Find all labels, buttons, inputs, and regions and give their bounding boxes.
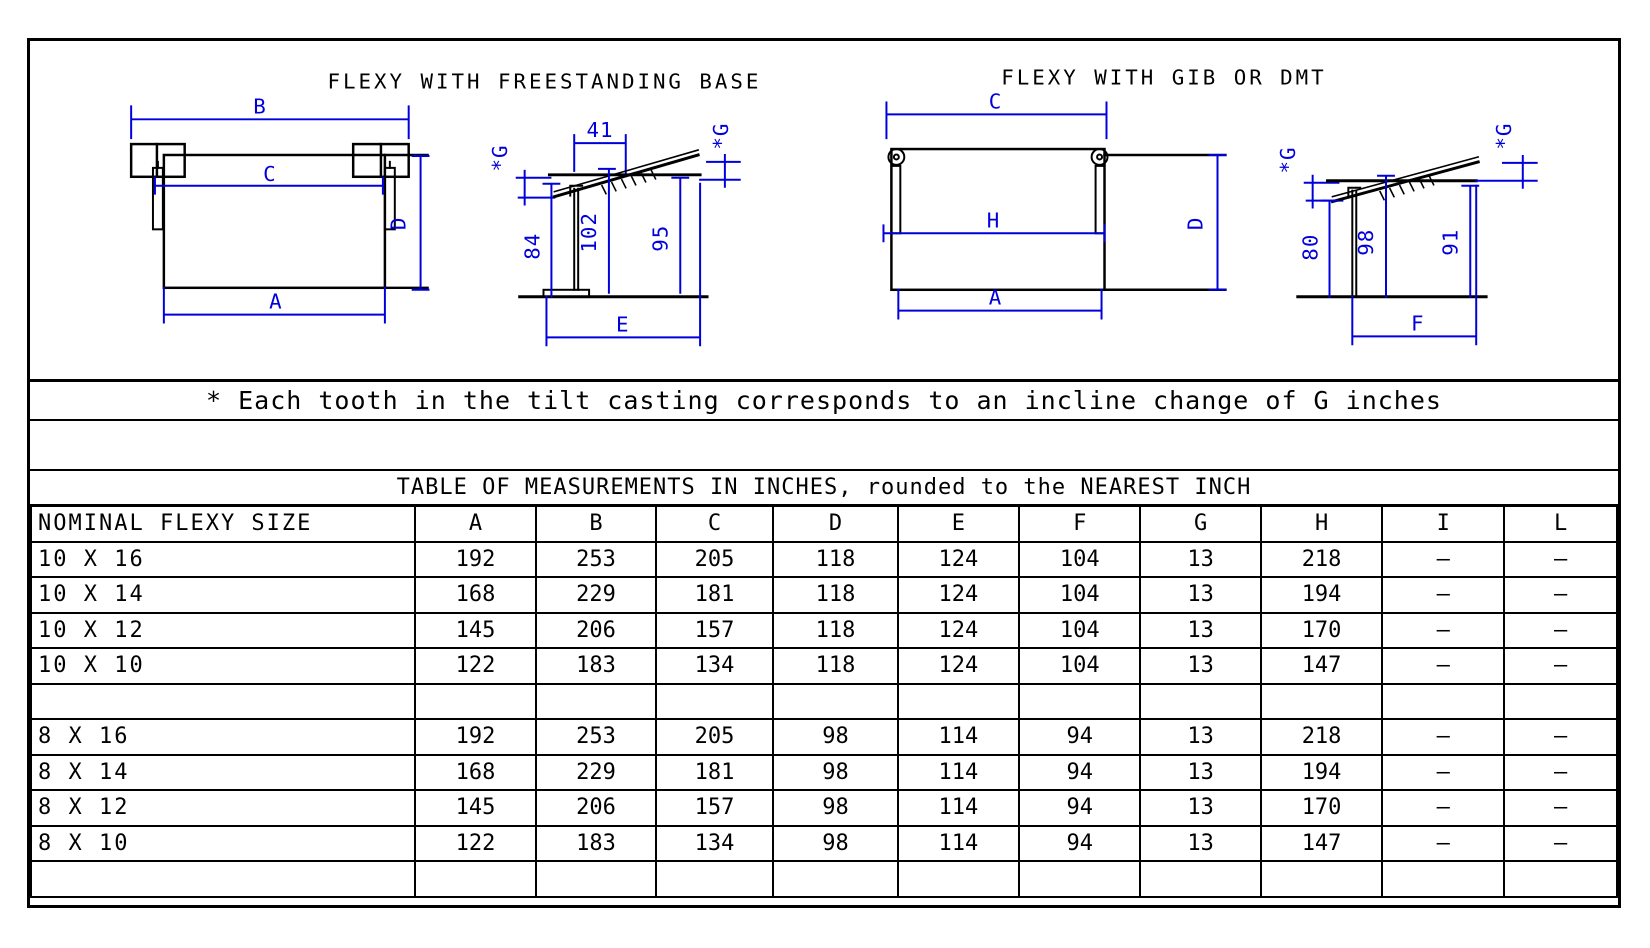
cell-nominal-size bbox=[31, 861, 415, 897]
right-tilt-teeth bbox=[1332, 157, 1478, 200]
cell-e: 124 bbox=[898, 577, 1019, 613]
cell-c: 157 bbox=[656, 790, 773, 826]
dim-label-102: 102 bbox=[577, 212, 602, 253]
left-side-view bbox=[488, 118, 740, 345]
measurement-table bbox=[30, 504, 1618, 898]
cell-d bbox=[773, 684, 898, 720]
table-row-8x12 bbox=[31, 790, 1617, 826]
cell-h bbox=[1261, 861, 1382, 897]
cell-b: 253 bbox=[536, 719, 656, 755]
dim-label-c2: C bbox=[988, 89, 1003, 114]
cell-f: 94 bbox=[1019, 790, 1140, 826]
cell-c: 134 bbox=[656, 648, 773, 684]
cell-a bbox=[415, 684, 536, 720]
col-header-i: I bbox=[1382, 506, 1504, 542]
right-tabletop bbox=[1328, 162, 1479, 202]
cell-i: – bbox=[1382, 790, 1504, 826]
cell-g: 13 bbox=[1140, 577, 1261, 613]
cell-l: – bbox=[1504, 577, 1617, 613]
cell-g: 13 bbox=[1140, 719, 1261, 755]
cell-d: 118 bbox=[773, 542, 898, 578]
cell-l: – bbox=[1504, 790, 1617, 826]
diagram-area bbox=[30, 41, 1618, 379]
col-header-g: G bbox=[1140, 506, 1261, 542]
cell-e: 114 bbox=[898, 755, 1019, 791]
cad-drawing bbox=[30, 41, 1618, 379]
cell-h: 147 bbox=[1261, 648, 1382, 684]
cell-a: 145 bbox=[415, 790, 536, 826]
cell-g: 13 bbox=[1140, 648, 1261, 684]
cell-a: 168 bbox=[415, 577, 536, 613]
col-header-d: D bbox=[773, 506, 898, 542]
cell-g: 13 bbox=[1140, 826, 1261, 862]
measurement-table-body bbox=[31, 542, 1617, 897]
cell-c: 205 bbox=[656, 542, 773, 578]
cell-h: 194 bbox=[1261, 755, 1382, 791]
table-row-empty bbox=[31, 861, 1617, 897]
cell-e: 114 bbox=[898, 719, 1019, 755]
cell-nominal-size: 8 X 10 bbox=[31, 826, 415, 862]
col-header-c: C bbox=[656, 506, 773, 542]
cell-g: 13 bbox=[1140, 755, 1261, 791]
dim-label-84: 84 bbox=[520, 232, 545, 260]
cell-l bbox=[1504, 861, 1617, 897]
cell-c: 205 bbox=[656, 719, 773, 755]
dim-label-80: 80 bbox=[1298, 233, 1323, 261]
cell-b: 183 bbox=[536, 648, 656, 684]
table-title-row bbox=[30, 469, 1618, 504]
cell-b: 229 bbox=[536, 577, 656, 613]
cell-l: – bbox=[1504, 755, 1617, 791]
cell-b bbox=[536, 684, 656, 720]
cell-h: 194 bbox=[1261, 577, 1382, 613]
col-header-nominal-flexy-size: NOMINAL FLEXY SIZE bbox=[31, 506, 415, 542]
right-diagram-title: FLEXY WITH GIB OR DMT bbox=[1001, 65, 1327, 90]
dim-label-a2: A bbox=[988, 285, 1003, 310]
cell-g bbox=[1140, 684, 1261, 720]
cell-i bbox=[1382, 861, 1504, 897]
dim-label-e: E bbox=[616, 312, 630, 337]
left-diagram-title: FLEXY WITH FREESTANDING BASE bbox=[327, 69, 762, 94]
cell-d: 118 bbox=[773, 613, 898, 649]
right-diagram bbox=[883, 66, 1536, 345]
measurement-table-head-row bbox=[31, 506, 1617, 542]
cell-e: 114 bbox=[898, 790, 1019, 826]
cell-i: – bbox=[1382, 577, 1504, 613]
col-header-f: F bbox=[1019, 506, 1140, 542]
dim-label-h: H bbox=[986, 208, 1001, 233]
cell-f: 94 bbox=[1019, 755, 1140, 791]
cell-l: – bbox=[1504, 648, 1617, 684]
cell-b: 206 bbox=[536, 790, 656, 826]
cell-e: 124 bbox=[898, 613, 1019, 649]
cell-l: – bbox=[1504, 826, 1617, 862]
cell-c: 181 bbox=[656, 577, 773, 613]
cell-d: 118 bbox=[773, 577, 898, 613]
cell-nominal-size: 10 X 12 bbox=[31, 613, 415, 649]
dim-d2-lines bbox=[1210, 155, 1226, 290]
dim-label-d2: D bbox=[1183, 216, 1208, 231]
table-row-8x14 bbox=[31, 755, 1617, 791]
dim-label-g2-left: *G bbox=[1275, 146, 1300, 174]
table-row-10x12 bbox=[31, 613, 1617, 649]
cell-a: 168 bbox=[415, 755, 536, 791]
dim-b-lines bbox=[131, 106, 409, 138]
cell-f: 94 bbox=[1019, 826, 1140, 862]
dim-label-f: F bbox=[1410, 311, 1425, 336]
cell-b bbox=[536, 861, 656, 897]
cell-nominal-size: 10 X 10 bbox=[31, 648, 415, 684]
dim-label-g2-right: *G bbox=[1491, 122, 1516, 150]
cell-c: 134 bbox=[656, 826, 773, 862]
dim-label-91: 91 bbox=[1438, 228, 1463, 256]
cell-nominal-size bbox=[31, 684, 415, 720]
cell-f: 104 bbox=[1019, 648, 1140, 684]
dim-label-c: C bbox=[263, 161, 277, 186]
table-row-10x16 bbox=[31, 542, 1617, 578]
cell-h: 170 bbox=[1261, 790, 1382, 826]
cell-f: 104 bbox=[1019, 613, 1140, 649]
cell-d bbox=[773, 861, 898, 897]
cell-g: 13 bbox=[1140, 542, 1261, 578]
dim-label-a: A bbox=[269, 289, 283, 314]
left-front-view bbox=[131, 94, 428, 322]
dim-label-41: 41 bbox=[586, 118, 614, 143]
col-header-h: H bbox=[1261, 506, 1382, 542]
col-header-e: E bbox=[898, 506, 1019, 542]
cell-g: 13 bbox=[1140, 613, 1261, 649]
col-header-l: L bbox=[1504, 506, 1617, 542]
cell-a: 122 bbox=[415, 826, 536, 862]
table-row-8x16 bbox=[31, 719, 1617, 755]
dim-label-b: B bbox=[253, 94, 267, 119]
tilt-footnote-row bbox=[30, 379, 1618, 419]
dim-label-95: 95 bbox=[648, 224, 673, 252]
cell-d: 98 bbox=[773, 755, 898, 791]
table-row-10x10 bbox=[31, 648, 1617, 684]
cell-a: 192 bbox=[415, 719, 536, 755]
cell-a: 122 bbox=[415, 648, 536, 684]
cell-i: – bbox=[1382, 755, 1504, 791]
cell-e bbox=[898, 861, 1019, 897]
cell-i: – bbox=[1382, 719, 1504, 755]
right-side-view bbox=[1276, 123, 1537, 345]
cell-f: 104 bbox=[1019, 577, 1140, 613]
cell-e: 124 bbox=[898, 542, 1019, 578]
cell-a: 145 bbox=[415, 613, 536, 649]
cell-l bbox=[1504, 684, 1617, 720]
cell-b: 183 bbox=[536, 826, 656, 862]
cell-i bbox=[1382, 684, 1504, 720]
cell-b: 206 bbox=[536, 613, 656, 649]
cell-h: 218 bbox=[1261, 542, 1382, 578]
cell-f bbox=[1019, 861, 1140, 897]
cell-h: 218 bbox=[1261, 719, 1382, 755]
cell-g: 13 bbox=[1140, 790, 1261, 826]
cell-nominal-size: 10 X 16 bbox=[31, 542, 415, 578]
dim-d-lines bbox=[413, 156, 429, 290]
cell-i: – bbox=[1382, 648, 1504, 684]
col-header-b: B bbox=[536, 506, 656, 542]
cell-a: 192 bbox=[415, 542, 536, 578]
cell-nominal-size: 10 X 14 bbox=[31, 577, 415, 613]
right-panel bbox=[891, 149, 1225, 290]
cell-l: – bbox=[1504, 542, 1617, 578]
cell-f: 104 bbox=[1019, 542, 1140, 578]
col-header-a: A bbox=[415, 506, 536, 542]
cell-d: 98 bbox=[773, 719, 898, 755]
cell-d: 98 bbox=[773, 790, 898, 826]
cell-c bbox=[656, 684, 773, 720]
table-title-text: TABLE OF MEASUREMENTS IN INCHES, rounded to the NEAREST INCH bbox=[396, 475, 1252, 500]
cell-h: 147 bbox=[1261, 826, 1382, 862]
drawing-frame bbox=[27, 38, 1621, 908]
cell-b: 253 bbox=[536, 542, 656, 578]
cell-i: – bbox=[1382, 826, 1504, 862]
cell-c: 181 bbox=[656, 755, 773, 791]
cell-d: 98 bbox=[773, 826, 898, 862]
cell-f bbox=[1019, 684, 1140, 720]
cell-d: 118 bbox=[773, 648, 898, 684]
cell-l: – bbox=[1504, 613, 1617, 649]
tilt-footnote-text: * Each tooth in the tilt casting corresponds to an incline change of G inches bbox=[206, 386, 1442, 415]
cell-g bbox=[1140, 861, 1261, 897]
dim-g-left2-lines bbox=[700, 155, 740, 187]
cell-c bbox=[656, 861, 773, 897]
dim-label-98: 98 bbox=[1354, 228, 1379, 256]
cell-h bbox=[1261, 684, 1382, 720]
left-diagram bbox=[131, 70, 761, 346]
table-row-10x14 bbox=[31, 577, 1617, 613]
cell-e: 114 bbox=[898, 826, 1019, 862]
cell-h: 170 bbox=[1261, 613, 1382, 649]
cell-f: 94 bbox=[1019, 719, 1140, 755]
cell-e: 124 bbox=[898, 648, 1019, 684]
cell-nominal-size: 8 X 12 bbox=[31, 790, 415, 826]
cell-c: 157 bbox=[656, 613, 773, 649]
cell-a bbox=[415, 861, 536, 897]
right-front-view bbox=[883, 89, 1225, 318]
spacer-row bbox=[30, 419, 1618, 469]
cell-nominal-size: 8 X 14 bbox=[31, 755, 415, 791]
dim-label-g-left: *G bbox=[487, 144, 512, 172]
table-row-8x10 bbox=[31, 826, 1617, 862]
cell-e bbox=[898, 684, 1019, 720]
dim-g2-right-lines bbox=[1476, 156, 1536, 188]
table-row-empty bbox=[31, 684, 1617, 720]
cell-l: – bbox=[1504, 719, 1617, 755]
dim-label-g-right: *G bbox=[708, 122, 733, 150]
cell-b: 229 bbox=[536, 755, 656, 791]
dim-label-d: D bbox=[386, 216, 411, 231]
cell-i: – bbox=[1382, 542, 1504, 578]
cell-nominal-size: 8 X 16 bbox=[31, 719, 415, 755]
cell-i: – bbox=[1382, 613, 1504, 649]
